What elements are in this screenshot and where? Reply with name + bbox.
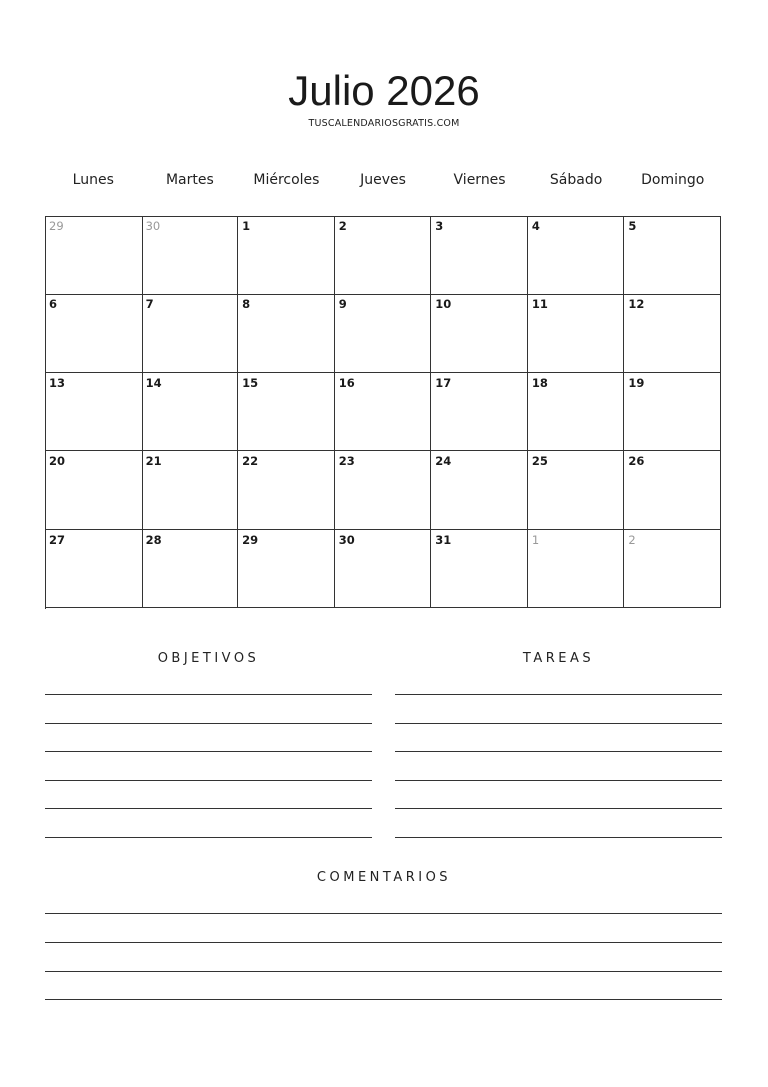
calendar-day-cell [528, 216, 625, 295]
day-number: 1 [531, 532, 540, 547]
calendar-day-cell [238, 294, 335, 372]
day-number: 19 [628, 375, 645, 390]
day-number: 5 [628, 219, 637, 233]
day-number: 4 [531, 219, 540, 233]
day-number: 29 [242, 532, 259, 547]
day-number: 30 [338, 532, 355, 547]
calendar-day-cell [142, 530, 239, 608]
day-number: 9 [338, 297, 347, 312]
weekday-label: Viernes [453, 172, 506, 188]
calendar-day-cell [142, 373, 239, 451]
page-title: Julio 2026 [288, 67, 480, 114]
calendar-day-cell [142, 294, 239, 372]
calendar-day-cell [45, 216, 143, 295]
tareas-writing-line [395, 694, 722, 695]
day-number: 11 [531, 297, 548, 312]
comentarios-writing-line [45, 971, 722, 972]
calendar-day-cell [624, 530, 721, 608]
day-number: 8 [242, 297, 251, 312]
weekday-label: Lunes [72, 172, 114, 188]
weekday-label: Jueves [360, 172, 406, 188]
tareas-writing-line [395, 808, 722, 809]
calendar-day-cell [45, 294, 143, 372]
day-number: 23 [338, 454, 355, 469]
calendar-day-cell [624, 294, 721, 372]
weekday-label: Martes [165, 172, 214, 188]
calendar-day-cell [45, 530, 143, 608]
calendar-day-cell [335, 216, 432, 295]
day-number: 22 [242, 454, 259, 469]
calendar-day-cell [238, 216, 335, 295]
objetivos-writing-line [45, 723, 372, 724]
day-number: 24 [435, 454, 452, 469]
objetivos-writing-line [45, 837, 372, 838]
day-number: 15 [242, 375, 259, 390]
tareas-writing-line [395, 780, 722, 781]
day-number: 6 [49, 297, 58, 312]
tareas-writing-line [395, 723, 722, 724]
calendar-grid [45, 216, 721, 609]
calendar-day-cell [238, 530, 335, 608]
calendar-day-cell [45, 373, 143, 451]
day-number: 30 [145, 219, 161, 233]
day-number: 7 [145, 297, 154, 312]
calendar-day-cell [431, 294, 528, 372]
calendar-day-cell [238, 451, 335, 529]
tareas-heading: TAREAS [522, 651, 595, 666]
website-subtitle: TUSCALENDARIOSGRATIS.COM [308, 118, 460, 129]
day-number: 29 [49, 219, 64, 233]
calendar-day-cell [528, 451, 625, 529]
day-number: 20 [49, 454, 66, 469]
day-number: 3 [435, 219, 444, 233]
comentarios-writing-line [45, 942, 722, 943]
day-number: 17 [435, 375, 452, 390]
tareas-writing-line [395, 751, 722, 752]
objetivos-writing-line [45, 780, 372, 781]
day-number: 2 [338, 219, 347, 233]
calendar-day-cell [335, 451, 432, 529]
day-number: 27 [49, 532, 66, 547]
tareas-writing-line [395, 837, 722, 838]
objetivos-writing-line [45, 751, 372, 752]
weekday-header-row [45, 172, 721, 192]
day-number: 14 [145, 375, 162, 390]
calendar-day-cell [238, 373, 335, 451]
calendar-day-cell [431, 530, 528, 608]
calendar-day-cell [431, 216, 528, 295]
calendar-day-cell [335, 373, 432, 451]
day-number: 28 [145, 532, 162, 547]
day-number: 13 [49, 375, 66, 390]
calendar-day-cell [624, 451, 721, 529]
day-number: 12 [628, 297, 645, 312]
calendar-day-cell [624, 216, 721, 295]
day-number: 2 [628, 532, 636, 547]
day-number: 21 [145, 454, 162, 469]
calendar-day-cell [45, 451, 143, 529]
comentarios-heading: COMENTARIOS [316, 870, 452, 885]
calendar-day-cell [431, 451, 528, 529]
calendar-day-cell [335, 530, 432, 608]
day-number: 31 [435, 532, 452, 547]
objetivos-heading: OBJETIVOS [157, 651, 260, 666]
day-number: 10 [435, 297, 452, 312]
objetivos-writing-line [45, 694, 372, 695]
calendar-day-cell [528, 294, 625, 372]
calendar-day-cell [528, 530, 625, 608]
calendar-day-cell [142, 216, 239, 295]
weekday-label: Miércoles [253, 172, 320, 188]
calendar-day-cell [624, 373, 721, 451]
calendar-day-cell [335, 294, 432, 372]
day-number: 18 [531, 375, 548, 390]
weekday-label: Sábado [549, 172, 603, 188]
comentarios-writing-line [45, 999, 722, 1000]
calendar-day-cell [142, 451, 239, 529]
day-number: 1 [242, 219, 251, 233]
calendar-day-cell [431, 373, 528, 451]
comentarios-writing-line [45, 913, 722, 914]
day-number: 25 [531, 454, 548, 469]
objetivos-writing-line [45, 808, 372, 809]
day-number: 26 [628, 454, 645, 469]
day-number: 16 [338, 375, 355, 390]
weekday-label: Domingo [641, 172, 705, 188]
calendar-day-cell [528, 373, 625, 451]
